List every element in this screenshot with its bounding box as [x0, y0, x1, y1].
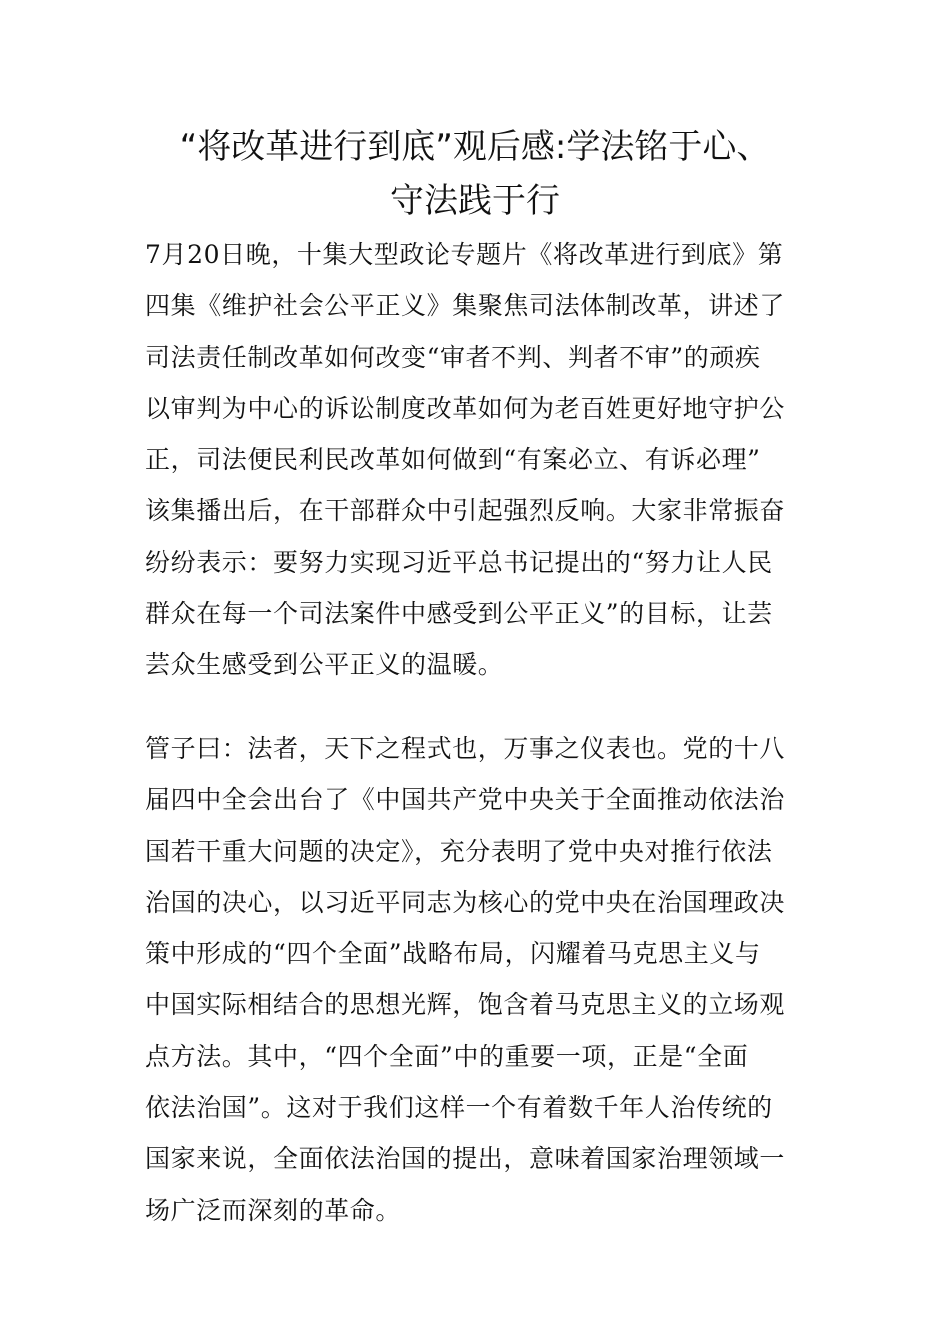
paragraph-2 [145, 723, 815, 1236]
paragraph-line: 四集《维护社会公平正义》集聚焦司法体制改革，讲述了 [145, 291, 786, 321]
paragraph-line: 策中形成的“四个全面”战略布局，闪耀着马克思主义与 [145, 939, 761, 969]
paragraph-line: 中国实际相结合的思想光辉，饱含着马克思主义的立场观 [145, 990, 786, 1020]
paragraph-line: 依法治国”。这对于我们这样一个有着数千年人治传统的 [145, 1093, 773, 1123]
paragraph-line: 该集播出后，在干部群众中引起强烈反响。大家非常振奋 [145, 496, 786, 526]
paragraph-line: 芸众生感受到公平正义的温暖。 [145, 650, 504, 680]
paragraph-line: 国家来说，全面依法治国的提出，意味着国家治理领域一 [145, 1144, 786, 1174]
paragraph-line: 7月20日晚，十集大型政论专题片《将改革进行到底》第 [145, 240, 784, 269]
document-title [100, 120, 850, 228]
title-line-2: 守法践于行 [390, 181, 560, 221]
paragraph-line: 正，司法便民利民改革如何做到“有案必立、有诉必理” [145, 445, 761, 475]
paragraph-line: 治国的决心，以习近平同志为核心的党中央在治国理政决 [145, 887, 786, 917]
paragraph-line: 纷纷表示：要努力实现习近平总书记提出的“努力让人民 [145, 547, 773, 577]
paragraph-line: 场广泛而深刻的革命。 [145, 1195, 402, 1225]
paragraph-line: 司法责任制改革如何改变“审者不判、判者不审”的顽疾 [145, 342, 761, 372]
paragraph-line: 以审判为中心的诉讼制度改革如何为老百姓更好地守护公 [145, 393, 786, 423]
title-line-1: “将改革进行到底”观后感:学法铭于心、 [179, 127, 771, 167]
paragraph-line: 国若干重大问题的决定》，充分表明了党中央对推行依法 [145, 836, 773, 866]
paragraph-line: 群众在每一个司法案件中感受到公平正义”的目标，让芸 [145, 599, 773, 629]
paragraph-line: 届四中全会出台了《中国共产党中央关于全面推动依法治 [145, 785, 786, 815]
paragraph-line: 点方法。其中，“四个全面”中的重要一项，正是“全面 [145, 1041, 749, 1071]
paragraph-line: 管子曰：法者，天下之程式也，万事之仪表也。党的十八 [145, 734, 786, 763]
paragraph-1 [145, 229, 815, 691]
